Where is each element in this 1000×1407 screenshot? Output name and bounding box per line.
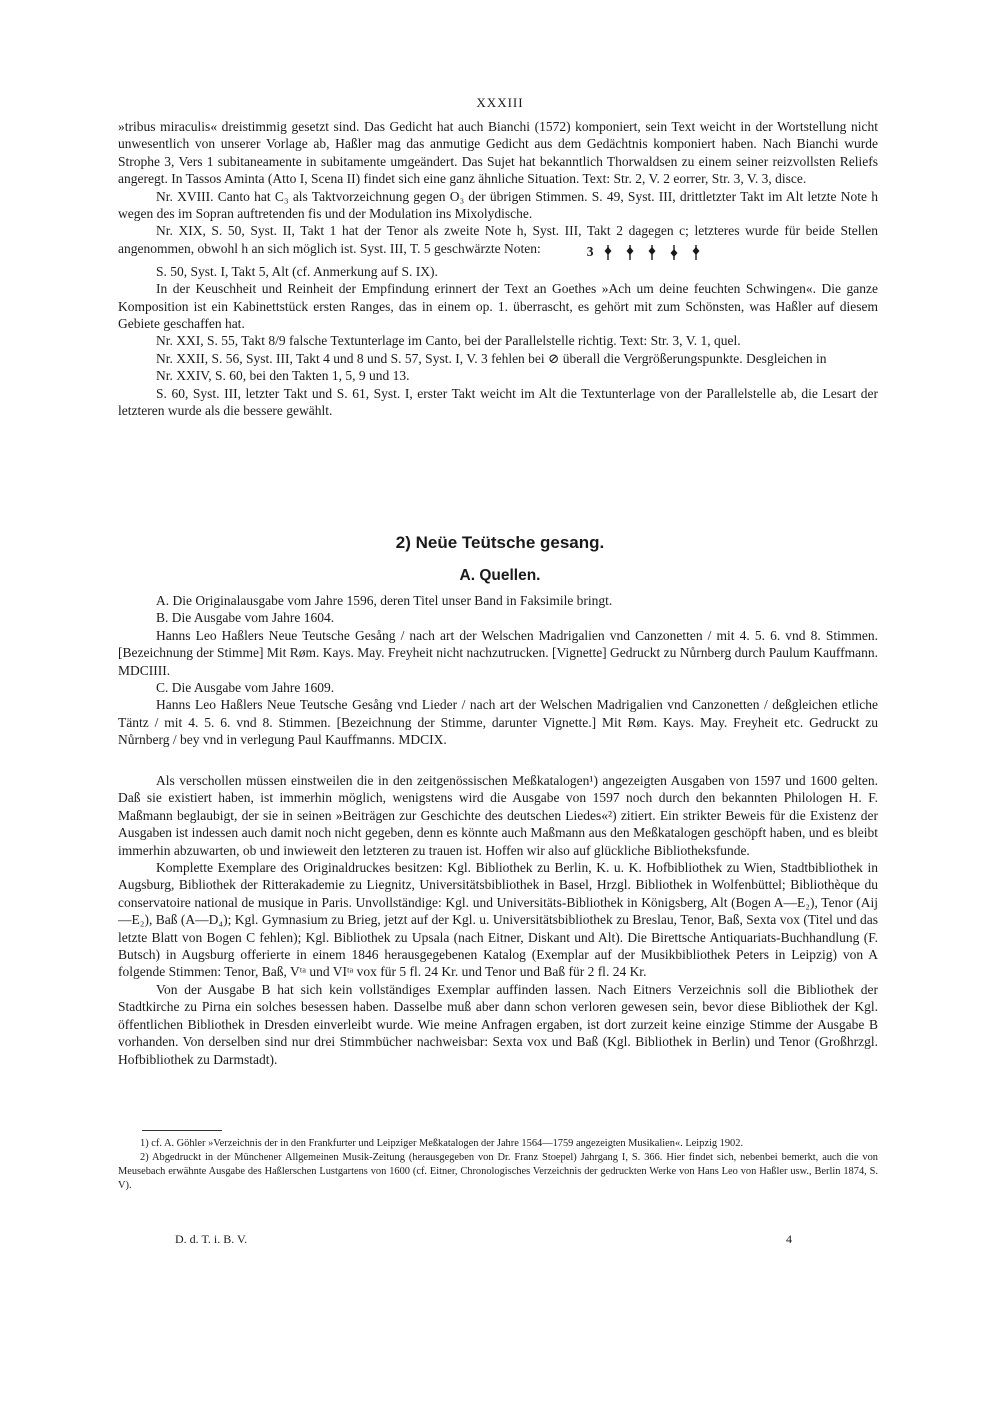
source-paragraph [118, 609, 878, 626]
body-paragraph-text: Komplette Exemplare des Originaldruckes besitzen: Kgl. Bibliothek zu Berlin, K. u. K. Hofbibliothek zu Wien, Stadtbibliothek in Augsburg, Bibliothek der Ritterakademie zu Liegnitz, Universitätsbibliothek in Basel, Hrzgl. Bibliothek in Wolfenbüttel; Bibliothèque du conservatoire national de musique in Paris. Unvollständige: Kgl. und Universitäts-Bibliothek in Königsberg, Alt (Bogen A—E₂), Tenor (Aij—E₂), Baß (A—D₄); Kgl. Gymnasium zu Brieg, jetzt auf der Kgl. u. Universitätsbibliothek zu Breslau, Tenor, Baß, Sexta vox (Titel und das letzte Blatt von Bogen C fehlen); Kgl. Bibliothek zu Upsala (nach Eitner, Diskant und Alt). Die Birettsche Antiquariats-Buchhandlung (F. Butsch) in Augsburg offerierte in einem 1846 herausgegebenen Katalog (Exemplar auf der Musikbibliothek Peters in Leipzig) von A folgende Stimmen: Tenor, Baß, Vᵗᵃ und VIᵗᵃ vox für 5 fl. 24 Kr. und Tenor und Baß für 2 fl. 24 Kr. [118, 860, 878, 980]
page-number: XXXIII [476, 95, 524, 110]
footnote-rule [142, 1130, 222, 1131]
notes-label: 3 [586, 243, 594, 259]
annotation-paragraph [118, 118, 878, 188]
signature-mark: D. d. T. i. B. V. [175, 1232, 248, 1246]
sheet-number: 4 [786, 1232, 792, 1246]
source-paragraph-text: A. Die Originalausgabe vom Jahre 1596, deren Titel unser Band in Faksimile bringt. [156, 593, 613, 608]
subsection-title: A. Quellen. [459, 567, 541, 584]
body-block [118, 772, 878, 1068]
source-paragraph-text: Hanns Leo Haßlers Neue Teutsche Gesång / nach art der Welschen Madrigalien vnd Canzonetten / mit 4. 5. 6. vnd 8. Stimmen. [Bezeichnung der Stimme] Mit Røm. Kays. May. Freyheit nicht nachzutrucken. [Vignette] Gedruckt zu Nůrnberg durch Paulum Kauffmann. MDCIIII. [118, 627, 878, 678]
annotation-paragraph [118, 222, 878, 262]
annotation-paragraph-text: In der Keuschheit und Reinheit der Empfindung erinnert der Text an Goethes »Ach um deine feuchten Schwingen«. Die ganze Komposition ist ein Kabinettstück ersten Ranges, das in einem op. 1. überrascht, es gehört mit zum Schönsten, was Haßler auf diesem Gebiete geschaffen hat. [118, 281, 878, 331]
note-glyph [648, 245, 655, 260]
body-paragraph [118, 859, 878, 981]
sources-block [118, 592, 878, 749]
annotation-paragraph [118, 332, 878, 349]
body-paragraph [118, 981, 878, 1068]
annotations-block [118, 118, 878, 419]
source-paragraph [118, 627, 878, 679]
body-paragraph [118, 772, 878, 859]
footnote: 2) Abgedruckt in der Münchener Allgemeinen Musik-Zeitung (herausgegeben von Dr. Franz Stoepel) Jahrgang I, S. 366. Hier findet sich, nebenbei bemerkt, auch die von Meusebach erwähnte Ausgabe des Haßlerschen Lustgartens von 1600 (cf. Eitner, Chronologisches Verzeichnis der gedruckten Werke von Hans Leo von Haßler usw., Berlin 1874, S. V). [118, 1152, 878, 1191]
annotation-paragraph [118, 280, 878, 332]
source-paragraph [118, 696, 878, 748]
section-title: 2) Neüe Teütsche gesang. [395, 533, 605, 552]
source-paragraph [118, 592, 878, 609]
annotation-paragraph [118, 350, 878, 367]
annotation-paragraph-text: Nr. XVIII. Canto hat C₃ als Taktvorzeichnung gegen O₃ der übrigen Stimmen. S. 49, Syst. III, drittletzter Takt im Alt letzte Note h wegen des im Sopran auftretenden fis und der Modulation ins Mixolydische. [118, 188, 878, 222]
annotation-paragraph-text: S. 50, Syst. I, Takt 5, Alt (cf. Anmerkung auf S. IX). [156, 263, 438, 279]
annotation-paragraph-text: S. 60, Syst. III, letzter Takt und S. 61, Syst. I, erster Takt weicht im Alt die Textunterlage von der Parallelstelle ab, die Lesart der letzteren wurde als die bessere gewählt. [118, 385, 878, 418]
source-paragraph-text: Hanns Leo Haßlers Neue Teutsche Gesång vnd Lieder / nach art der Welschen Madrigalien vnd Canzonetten / deßgleichen etliche Täntz / mit 4. 5. 6. vnd 8. Stimmen. [Bezeichnung der Stimme, darunter Vignette.] Mit Røm. Kays. May. Freyheit etc. Gedruckt zu Nůrnberg / bey vnd in verlegung Paul Kauffmanns. MDCIX. [118, 697, 878, 748]
annotation-paragraph [118, 385, 878, 420]
annotation-paragraph-text: Nr. XXI, S. 55, Takt 8/9 falsche Textunterlage im Canto, bei der Parallelstelle richtig. Text: Str. 3, V. 1, quel. [156, 333, 741, 349]
annotation-paragraph-text: Nr. XXIV, S. 60, bei den Takten 1, 5, 9 und 13. [156, 368, 410, 384]
footnote: 1) cf. A. Göhler »Verzeichnis der in den Frankfurter und Leipziger Meßkatalogen der Jahre 1564—1759 angezeigten Musikalien«. Leipzig 1902. [140, 1138, 744, 1149]
blackened-notes-figure [549, 243, 718, 263]
annotation-paragraph-text: Nr. XIX, S. 50, Syst. II, Takt 1 hat der Tenor als zweite Note h, Syst. III, Takt 2 dagegen c; letzteres wurde für beide Stellen angenommen, obwohl h an sich möglich ist. Syst. III, T. 5 geschwärzte Noten: [118, 223, 878, 256]
footnotes [118, 1137, 878, 1193]
source-paragraph-text: C. Die Ausgabe vom Jahre 1609. [156, 680, 335, 696]
notes-glyphs [600, 243, 718, 263]
source-paragraph-text: B. Die Ausgabe vom Jahre 1604. [156, 610, 335, 626]
source-paragraph [118, 679, 878, 696]
note-glyph [626, 245, 633, 260]
body-paragraph-text: Von der Ausgabe B hat sich kein vollständiges Exemplar auffinden lassen. Nach Eitners Verzeichnis soll die Bibliothek der Stadtkirche zu Pirna ein solches besessen haben. Dasselbe muß aber dann schon verloren gewesen sein, bevor diese Bibliothek der Kgl. öffentlichen Bibliothek in Dresden einverleibt wurde. Wie meine Anfragen ergaben, ist dort zurzeit keine einzige Stimme der Ausgabe B vorhanden. Von derselben sind nur drei Stimmbücher nachweisbar: Sexta vox und Baß (Kgl. Bibliothek in Berlin) und Tenor (Großhrzgl. Hofbibliothek zu Darmstadt). [118, 981, 878, 1067]
note-glyph [692, 245, 699, 260]
annotation-paragraph-text: Nr. XXII, S. 56, Syst. III, Takt 4 und 8 und S. 57, Syst. I, V. 3 fehlen bei ⊘ überall die Vergrößerungspunkte. Desgleichen in [156, 350, 827, 366]
annotation-paragraph [118, 367, 878, 384]
note-glyph [670, 245, 677, 260]
annotation-paragraph [118, 263, 878, 280]
annotation-paragraph [118, 188, 878, 223]
annotation-paragraph-text: »tribus miraculis« dreistimmig gesetzt sind. Das Gedicht hat auch Bianchi (1572) komponiert, sein Text weicht in der Wortstellung nicht unwesentlich von unserer Vorlage ab, Haßler mag das anmutige Gedicht aus dem Gedächtnis komponiert haben. Nach Bianchi wurde Strophe 3, Vers 1 subitaneamente in subitamente umgeändert. Das Sujet hat bekanntlich Thorwaldsen zu einem seiner reizvollsten Reliefs angeregt. In Tassos Aminta (Atto I, Scena II) findet sich eine ganz ähnliche Situation. Text: Str. 2, V. 2 eorrer, Str. 3, V. 3, disce. [118, 119, 878, 187]
note-glyph [604, 245, 611, 260]
body-paragraph-text: Als verschollen müssen einstweilen die in den zeitgenössischen Meßkatalogen¹) angezeigten Ausgaben von 1597 und 1600 gelten. Daß sie existiert haben, ist immerhin möglich, wenigstens wird die Ausgabe von 1597 noch durch den bekannten Philologen H. F. Maßmann beglaubigt, der sie in seinen »Beiträgen zur Geschichte des deutschen Liedes«²) zitiert. Ein strikter Beweis für die Existenz der Ausgaben ist indessen auch damit noch nicht gegeben, denn es könnte auch Maßmann aus den Meßkatalogen geschöpft haben, und es bleibt immerhin abzuwarten, ob und inwieweit den letzteren zu trauen ist. Hoffen wir also auf glückliche Bibliotheksfunde. [118, 773, 878, 858]
